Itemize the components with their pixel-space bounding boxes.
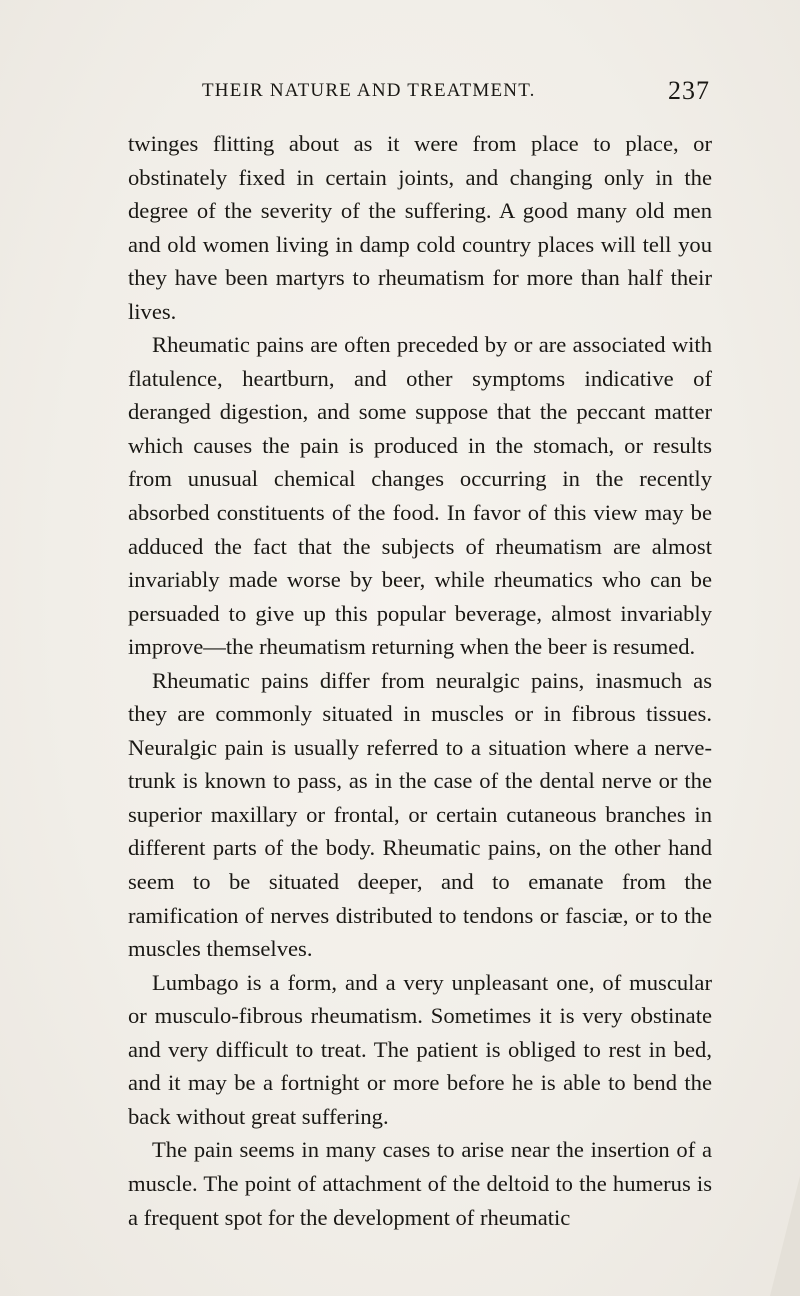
paragraph-continuation: twinges flitting about as it were from place to place, or obstinately fixed in certain joints, and changing only in the degree of the severity of the suffering. A good many old men and old women living in damp cold country places will tell you they have been martyrs to rheumatism for more than half their lives. [128,131,712,324]
running-head: THEIR NATURE AND TREATMENT. [202,80,536,101]
paragraph-lumbago: Lumbago is a form, and a very unpleasant one, of muscular or musculo-fibrous rheumatism. Sometimes it is very obstinate and very difficult to treat. The patient is obliged to rest in bed, and it may be a fortnight or more before he is able to bend the back without great suffering. [128,969,712,1129]
page-number: 237 [668,76,710,105]
page-header [130,76,710,110]
page-edge-shadow [770,1176,800,1296]
paragraph-neuralgic: Rheumatic pains differ from neuralgic pains, inasmuch as they are commonly situated in muscles or in fibrous tissues. Neuralgic pain is usually referred to a situation where a nerve-trunk is known to pass, as in the case of the dental nerve or the superior maxillary or frontal, or certain cutaneous branches in different parts of the body. Rheumatic pains, on the other hand seem to be situated deeper, and to emanate from the ramification of nerves distributed to tendons or fasciæ, or to the muscles themselves. [128,667,712,962]
paragraph-insertion: The pain seems in many cases to arise near the insertion of a muscle. The point of attachment of the deltoid to the humerus is a frequent spot for the development of rheumatic [128,1137,712,1230]
paragraph-flatulence: Rheumatic pains are often preceded by or are associated with flatulence, heartburn, and other symptoms indicative of deranged digestion, and some suppose that the peccant matter which causes the pain is produced in the stomach, or results from unusual chemical changes occurring in the recently absorbed constituents of the food. In favor of this view may be adduced the fact that the subjects of rheumatism are almost invariably made worse by beer, while rheumatics who can be persuaded to give up this popular beverage, almost invariably improve—the rheumatism returning when the beer is resumed. [128,332,712,660]
body-text [128,127,712,1234]
